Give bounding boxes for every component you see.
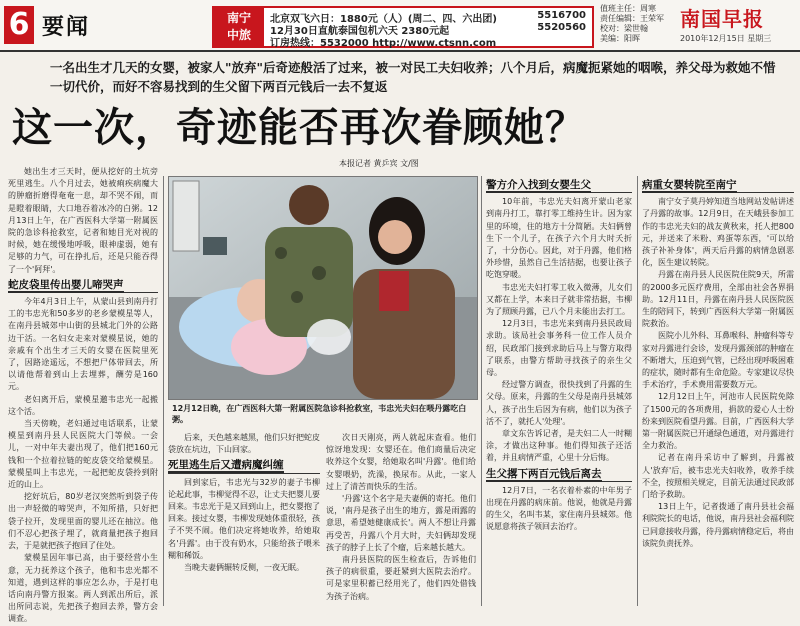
- body-paragraph: 经过警方调查，很快找到了丹露的生父母。原来，丹露的生父母是南丹县城郊人，孩子出生后因为有病，他们以为孩子活不了，就托人'处理'。: [486, 380, 632, 426]
- body-paragraph: 次日天刚亮，两人就起床查看。他们惊讶地发现：女婴还在。他们商量后决定收养这个女婴，给她取名叫'丹露'。他们给女婴喂奶，洗澡，换尿布。从此，一家人过上了清苦而快乐的生活。: [326, 433, 476, 491]
- staff-line: 校对：梁世翰: [600, 24, 648, 33]
- ad-phone-2: 5520560: [537, 22, 586, 33]
- ad-brand-line2: 中旅: [226, 28, 251, 42]
- body-paragraph: 挖好坑后，80岁老汉突然听到袋子传出一声轻微的啼哭声，不知所措，只好把袋子拉开，发现里面的婴儿还在抽泣。他们不忍心把孩子埋了，就商量把孩子抱回去，于是就把孩子抱回了住处。: [8, 492, 158, 551]
- staff-line: 美编：阳晖: [600, 34, 640, 43]
- body-paragraph: 南丹县医院的医生检查后，告诉他们孩子的病很重，要赶紧到大医院去治疗。可是家里积蓄已经用光了，他们四处借钱为孩子治病。: [326, 555, 476, 601]
- ad-phone-1: 5516700: [537, 10, 586, 21]
- staff-credits: [600, 4, 664, 44]
- body-paragraph: 12月12日上午，河池市人民医院免除了1500元的各项费用，捐款的爱心人士纷纷来到医院看望丹露。目前，广西医科大学第一附属医院已开通绿色通道，对丹露进行全力救治。: [642, 392, 794, 451]
- body-paragraph: 后来，天色越来越黑，他们只好把蛇皮袋放在坑边，下山回家。: [168, 433, 320, 455]
- issue-date: 2010年12月15日 星期三: [680, 34, 772, 43]
- ad-brand: [214, 8, 264, 46]
- ad-line-3: 订房热线：5532000 http://www.ctsnn.com: [270, 38, 497, 49]
- page-header: [0, 0, 800, 52]
- subheading: 警方介入找到女婴生父: [486, 179, 632, 193]
- body-paragraph: 她出生才三天时，便从挖好的土坑旁死里逃生。八个月过去，她被痢疾病魔大的肿瘤折磨得奄奄一息，却不哭不闹，而是瞪着眼睛，大口地吞着冰冷的白粥。12月13日上午，在广西医科大学第一附属医院的急诊科抢救室，记者和她目光对视的时候，她在缓慢地呼吸，眼神虚弱，她有足够的力气，可在挣扎后，还是只能吞得了一个'阿拜'。: [8, 167, 158, 274]
- staff-line: 值班主任：周寒: [600, 4, 656, 13]
- article-column-3: [168, 432, 320, 608]
- article-column-6: [642, 176, 794, 608]
- body-paragraph: '丹露'这个名字是夫妻俩的寄托。他们说，'南丹是孩子出生的地方，露是雨露的意思，希望她健康成长'。两人不想让丹露再受苦，丹露八个月大时，夫妇俩却发现孩子的脖子上长了个瘤，后来越长越大。: [326, 494, 476, 552]
- ad-brand-line1: 南宁: [226, 11, 251, 25]
- body-paragraph: 当晚夫妻俩辗转反侧，一夜无眠。: [184, 563, 304, 573]
- article-column-1: [8, 166, 158, 624]
- subheading: 病重女婴转院至南宁: [642, 179, 794, 193]
- body-paragraph: 丹露在南丹县人民医院住院9天，所需的2000多元医疗费用，全部由社会各界捐助。12月11日，丹露在南丹县人民医院医生的陪同下，转到广西医科大学第一附属医院救治。: [642, 270, 794, 329]
- body-paragraph: 记者在南丹采访中了解到，丹露被人'放弃'后，被韦忠光夫妇收养，收养手续不全，按照相关规定，目前无法通过民政部门给予救助。: [642, 453, 794, 500]
- body-paragraph: 当天傍晚，老妇通过电话联系，让蒙模星到南丹县人民医院大门等候。一会儿，一对中年夫妻出现了，他们把160元钱和一个拉着拉链的蛇皮袋交给蒙模星。蒙模星叫上韦忠光，一起把蛇皮袋拎到附近的山上。: [8, 419, 158, 490]
- body-paragraph: 南宁女子莫丹婷知道当地网站发帖讲述了丹露的故事。12月9日，在天峨县参加工作的韦忠光夫妇的战友黄秋来，托人把800元，并送来了米粉、鸡蛋等东西，'可以给孩子补补身体'，两天后丹露的病情急剧恶化，医生建议转院。: [642, 197, 794, 268]
- staff-line: 责任编辑：王荣军: [600, 14, 664, 23]
- body-paragraph: 12月7日，一名衣着朴素的中年男子出现在丹露的病床前。他说，他就是丹露的生父，名叫韦某，家住南丹县城郊。他说愿意将孩子领回去治疗。: [486, 485, 632, 532]
- subheading: 生父撂下两百元钱后离去: [486, 468, 632, 482]
- article-intro: 一名出生才几天的女婴，被家人"放弃"后奇迹般活了过来，被一对民工夫妇收养；八个月后，病魔扼紧她的咽喉，养父母为救她不惜一切代价，而好不容易找到的生父留下两百元钱后一去不复返: [50, 60, 776, 94]
- article-headline: 这一次，奇迹能否再次眷顾她？: [12, 105, 586, 151]
- article-column-5: [486, 176, 632, 608]
- ad-line-1: 北京双飞六日：1880元（人）(周二、四、六出团): [270, 14, 497, 25]
- body-paragraph: 老妇离开后，蒙模星邀韦忠光一起搬这个活。: [8, 394, 158, 416]
- body-paragraph: 10年前，韦忠光夫妇离开蒙山老家到南丹打工，靠打零工维持生计。因为家里的环境，住的地方十分简陋。夫妇俩曾生下一个儿子，在孩子六个月大时夭折了，十分伤心。因此，对于丹露，他们格外珍惜，虽然自己生活拮据，也要让孩子吃饱穿暖。: [486, 197, 632, 280]
- column-divider: [481, 176, 482, 606]
- newspaper-logo: 南国早报: [680, 7, 764, 31]
- body-paragraph: 韦忠光夫妇打零工收入微薄，儿女们又都在上学，本来日子就非常拮据，韦柳为了照顾丹露，已八个月未能出去打工。: [486, 282, 632, 317]
- body-paragraph: 章文东告诉记者，是夫妇二人一时糊涂，才做出这种事。他们得知孩子还活着，并且病情严重，心里十分后悔。: [486, 429, 632, 463]
- subheading: 死里逃生后又遭病魔纠缠: [168, 459, 320, 473]
- body-paragraph: 今年4月3日上午，从蒙山县到南丹打工的韦忠光和50多岁的老乡蒙模星等人，在南丹县城郊中山街的县城北门外的公路边干活。一名妇女走来对蒙模星说，她的亲戚有个出生才三天的女婴在医院里死了，因路途遥远，不想把尸体带回去，所以请他帮着到山上去埋葬，酬劳是160元。: [8, 297, 158, 392]
- news-photo: [168, 176, 478, 400]
- body-paragraph: 医院小儿外科、耳鼻喉科、肿瘤科等专家对丹露进行会诊，发现丹露颈部的肿瘤在不断增大，压迫到气管，已经出现呼吸困难的症状，随时都有生命危险。专家建议尽快手术治疗，手术费用需要数万元。: [642, 331, 794, 390]
- page-number: 6: [4, 6, 34, 44]
- body-paragraph: 回到家后，韦忠光与32岁的妻子韦柳论起此事，韦柳觉得不忍，让丈夫把婴儿要回来。韦忠光于是又回到山上，把女婴抱了回来。接过女婴，韦柳发现她体重很轻，孩子不哭不闹。他们决定将她收养，给她取名'丹露'。由于没有奶水，只能给孩子喂米糊和稀饭。: [168, 477, 320, 560]
- body-paragraph: 蒙模星因年事已高，由于要经营小生意，无力抚养这个孩子，他和韦忠光都不知道，遇到这样的事应怎么办，于是打电话向南丹警方报案。两人到派出所后，派出所同志说，先把孩子抱回去养，警方会调查。: [8, 553, 158, 624]
- article-byline: 本报记者 黄乒宾 文/图: [339, 159, 419, 168]
- section-title: 要闻: [42, 14, 91, 40]
- hospital-scene-image: [169, 177, 477, 399]
- column-divider: [163, 176, 164, 606]
- photo-caption: 12月12日晚，在广西医科大第一附属医院急诊科抢救室，韦忠光夫妇在喂丹露吃白粥。: [172, 404, 467, 424]
- column-divider: [637, 176, 638, 606]
- ad-line-2: 12月30日直航泰国包机六天 2380元起: [270, 26, 450, 37]
- subheading: 蛇皮袋里传出婴儿啼哭声: [8, 279, 158, 293]
- article-column-4: [326, 432, 476, 608]
- body-paragraph: 12月3日，韦忠光来到南丹县民政局求助。该局社会事务科一位工作人员介绍，民政部门接到求助后马上与警方取得了联系，由警方帮助寻找孩子的亲生父母。: [486, 319, 632, 378]
- body-paragraph: 13日上午，记者拨通了南丹县社会福利院院长的电话，他说，南丹县社会福利院已同意接收丹露，待丹露病情稳定后，将由该院负责抚养。: [642, 502, 794, 548]
- travel-ad: [212, 6, 594, 48]
